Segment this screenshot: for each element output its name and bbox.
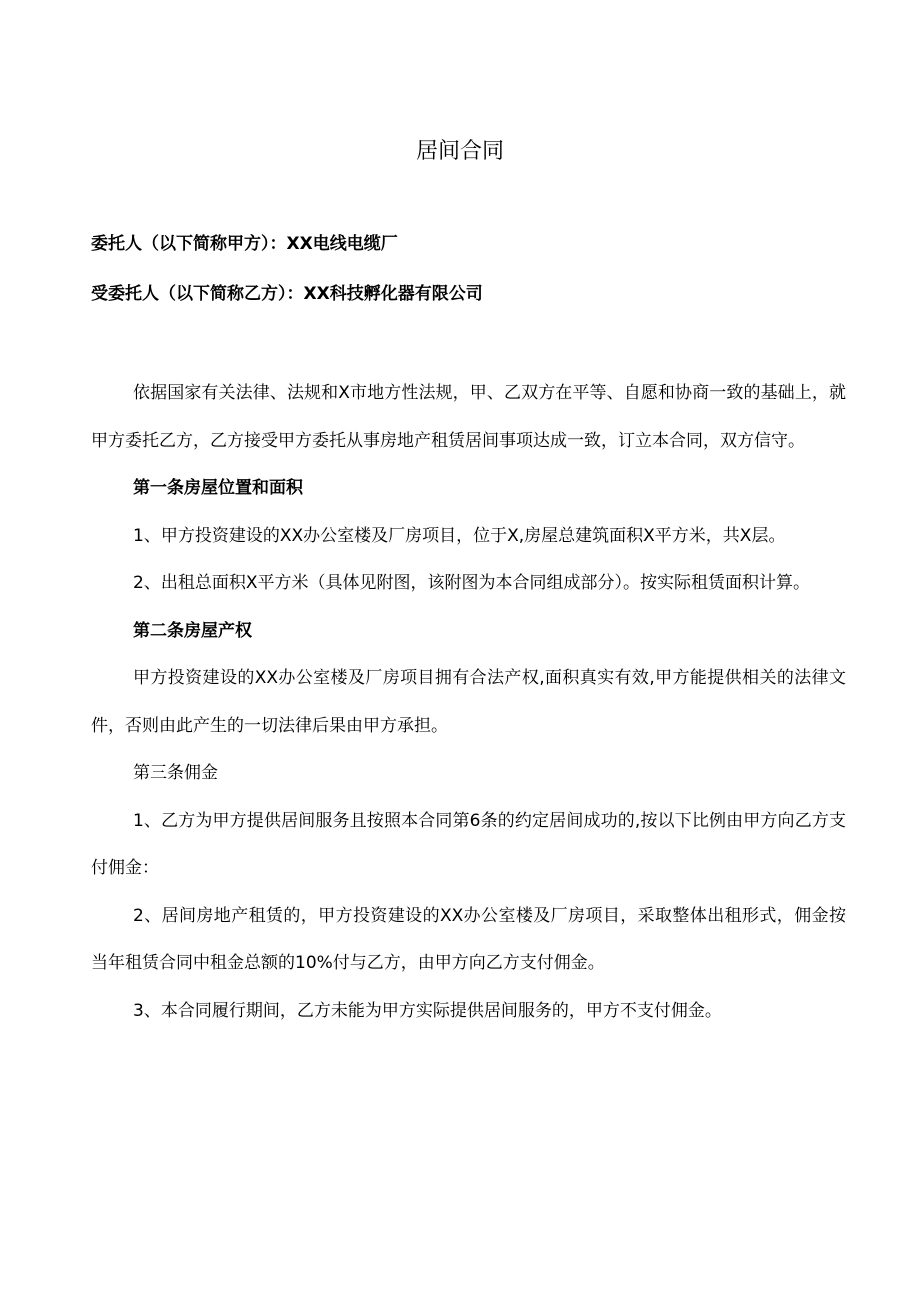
article-2-heading: 第二条房屋产权 bbox=[133, 620, 252, 641]
contract-body bbox=[91, 370, 846, 1035]
party-agent: 受委托人（以下简称乙方）：XX科技孵化器有限公司 bbox=[91, 284, 483, 304]
article-3-clause-1: 1、乙方为甲方提供居间服务且按照本合同第6条的约定居间成功的,按以下比例由甲方向乙方支付佣金： bbox=[91, 810, 846, 878]
article-1-heading: 第一条房屋位置和面积 bbox=[133, 478, 303, 498]
article-1-clause-2: 2、出租总面积X平方米（具体见附图，该附图为本合同组成部分）。按实际租赁面积计算。 bbox=[133, 573, 810, 593]
article-3-clause-3: 3、本合同履行期间，乙方未能为甲方实际提供居间服务的，甲方不支付佣金。 bbox=[133, 1000, 722, 1021]
article-3-clause-2: 2、居间房地产租赁的，甲方投资建设的XX办公室楼及厂房项目，采取整体出租形式，佣金按当年租赁合同中租金总额的10%付与乙方，由甲方向乙方支付佣金。 bbox=[91, 905, 846, 973]
preamble-paragraph: 依据国家有关法律、法规和X市地方性法规，甲、乙双方在平等、自愿和协商一致的基础上，就甲方委托乙方，乙方接受甲方委托从事房地产租赁居间事项达成一致，订立本合同，双方信守。 bbox=[91, 383, 846, 451]
article-2-text: 甲方投资建设的XX办公室楼及厂房项目拥有合法产权,面积真实有效,甲方能提供相关的法律文件，否则由此产生的一切法律后果由甲方承担。 bbox=[91, 668, 846, 736]
article-3-heading: 第三条佣金 bbox=[133, 763, 218, 783]
article-1-clause-1: 1、甲方投资建设的XX办公室楼及厂房项目，位于X,房屋总建筑面积X平方米，共X层。 bbox=[133, 525, 786, 546]
party-principal: 委托人（以下简称甲方）：XX电线电缆厂 bbox=[91, 234, 398, 254]
document-title: 居间合同 bbox=[415, 139, 504, 164]
